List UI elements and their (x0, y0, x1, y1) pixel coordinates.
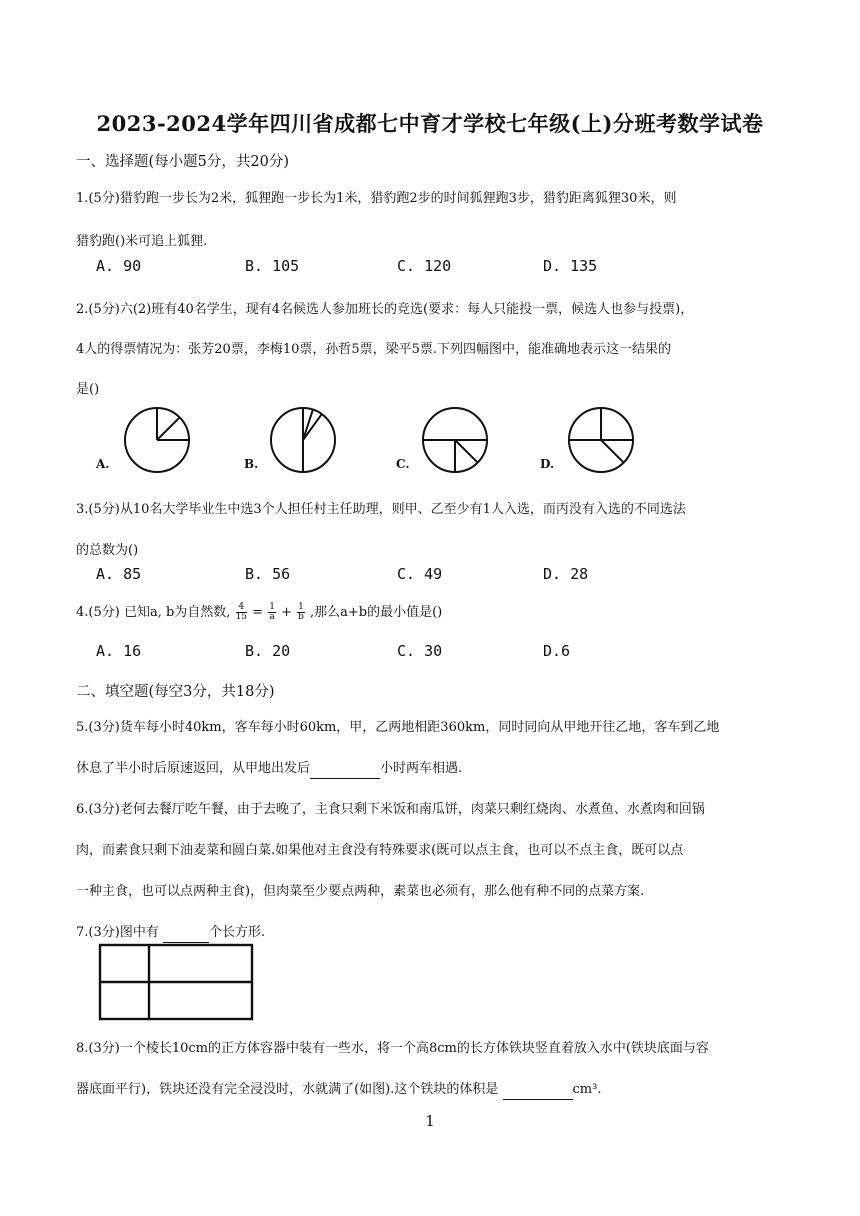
pie-option-d (566, 405, 636, 475)
q4-fraction-1-a (268, 603, 276, 622)
q5-line2-start: 休息了半小时后原速返回，从甲地出发后 (76, 761, 311, 776)
page-number: 1 (425, 1112, 435, 1130)
q4-option-b: B. 20 (245, 642, 291, 660)
q3-option-d: D. 28 (543, 565, 589, 583)
question-3-line2: 的总数为() (76, 543, 139, 558)
q4-f1-denominator: 15 (235, 612, 248, 622)
q8-line2-end: cm³. (572, 1082, 602, 1097)
q4-f3-denominator: b (298, 612, 304, 622)
q4-option-c: C. 30 (397, 642, 443, 660)
question-7-line (76, 923, 796, 943)
question-7-rectangle-figure (98, 943, 256, 1023)
q7-prefix: 7.(3分)图中有 (76, 925, 159, 940)
q4-option-a: A. 16 (96, 642, 142, 660)
pie-label-c: C. (396, 457, 410, 471)
q4-f1-numerator: 4 (236, 603, 247, 613)
q4-plus: + (281, 605, 292, 620)
question-4-line (76, 600, 796, 626)
question-6-line3: 一种主食，也可以点两种主食)，但肉菜至少要点两种，素菜也必须有，那么他有种不同的点菜方案. (76, 884, 645, 899)
question-6-line2: 肉，而素食只剩下油麦菜和圆白菜.如果他对主食没有特殊要求(既可以点主食，也可以不点主食，既可以点 (76, 843, 684, 858)
question-1-line2: 猎豹跑()米可追上狐狸. (76, 234, 208, 249)
question-1-line1: 1.(5分)猎豹跑一步长为2米，狐狸跑一步长为1米，猎豹跑2步的时间狐狸跑3步，猎豹距离狐狸30米，则 (76, 191, 677, 206)
question-2-line1: 2.(5分)六(2)班有40名学生，现有4名候选人参加班长的竞选(要求：每人只能投一票，候选人也参与投票)， (76, 302, 694, 317)
q3-option-a: A. 85 (96, 565, 142, 583)
question-2-line2: 4人的得票情况为：张芳20票，李梅10票，孙哲5票，梁平5票.下列四幅图中，能准确地表示这一结果的 (76, 342, 672, 357)
q4-fraction-4-15 (236, 603, 247, 622)
q4-equals: = (252, 605, 264, 620)
question-2-line3: 是() (76, 382, 100, 397)
q7-answer-blank[interactable] (163, 928, 209, 943)
question-5-line1: 5.(3分)货车每小时40km，客车每小时60km，甲，乙两地相距360km，同时同向从甲地开往乙地，客车到乙地 (76, 720, 720, 735)
q4-f3-numerator: 1 (298, 602, 304, 612)
pie-option-a (122, 405, 192, 475)
question-8-line2 (76, 1080, 796, 1100)
q4-suffix: ,那么a+b的最小值是() (310, 605, 443, 620)
section-choice-heading: 一、选择题(每小题5分，共20分) (76, 154, 289, 170)
question-8-line1: 8.(3分)一个棱长10cm的正方体容器中装有一些水，将一个高8cm的长方体铁块竖直着放入水中(铁块底面与容 (76, 1041, 709, 1056)
q8-answer-blank[interactable] (503, 1085, 573, 1100)
q1-option-c: C. 120 (397, 257, 452, 275)
q8-line2-start: 器底面平行)，铁块还没有完全浸没时，水就满了(如图).这个铁块的体积是 (76, 1082, 499, 1097)
question-3-line1: 3.(5分)从10名大学毕业生中选3个人担任村主任助理，则甲、乙至少有1人入选，而丙没有入选的不同选法 (76, 502, 686, 517)
q5-line2-end: 小时两车相遇. (380, 761, 463, 776)
q3-option-c: C. 49 (397, 565, 443, 583)
q1-option-a: A. 90 (96, 257, 142, 275)
pie-option-c (420, 405, 490, 475)
q3-option-b: B. 56 (245, 565, 291, 583)
pie-label-a: A. (96, 457, 110, 471)
q4-f2-numerator: 1 (269, 602, 275, 612)
q7-suffix: 个长方形. (208, 925, 266, 940)
q4-fraction-1-b (297, 603, 305, 622)
q1-option-b: B. 105 (245, 257, 300, 275)
q4-prefix: 4.(5分) 已知a, b为自然数, (76, 605, 231, 620)
q1-option-d: D. 135 (543, 257, 598, 275)
question-2-pie-charts (96, 405, 656, 477)
pie-label-d: D. (540, 457, 555, 471)
pie-option-b (268, 405, 338, 475)
q4-option-d: D.6 (543, 642, 571, 660)
exam-title: 2023-2024学年四川省成都七中育才学校七年级(上)分班考数学试卷 (96, 111, 764, 136)
q4-f2-denominator: a (269, 612, 275, 622)
pie-label-b: B. (244, 457, 259, 471)
q5-answer-blank[interactable] (310, 764, 380, 779)
question-5-line2 (76, 759, 796, 779)
section-fill-heading: 二、填空题(每空3分，共18分) (76, 684, 275, 700)
question-6-line1: 6.(3分)老何去餐厅吃午餐，由于去晚了，主食只剩下米饭和南瓜饼，肉菜只剩红烧肉、水煮鱼、水煮肉和回锅 (76, 802, 705, 817)
